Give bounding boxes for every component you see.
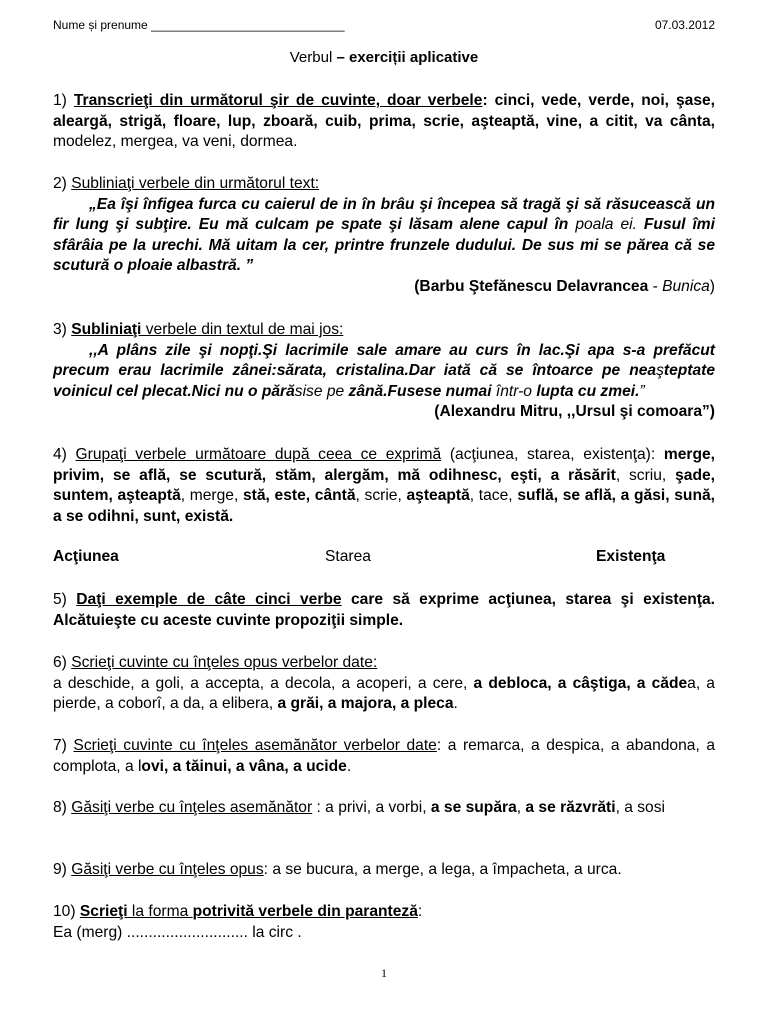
quote-text: Fusul îmi sfârâia pe la urechi. Mă uitam la cer, printre frunzele dudului. De sus mi se părea că se scutură o ploaie albastră. ” xyxy=(53,216,715,275)
word-list-plain: : a se bucura, a merge, a lega, a împacheta, a urca. xyxy=(263,861,622,878)
column-action: Acţiunea xyxy=(53,548,119,565)
exercise-10 xyxy=(53,902,715,943)
exercise-instruction: Subliniaţi xyxy=(71,321,142,338)
source-separator: - xyxy=(648,277,663,295)
exercise-instruction: Subliniaţi verbele din următorul text: xyxy=(71,175,320,192)
quote-text: zână.Fusese numai xyxy=(348,382,496,400)
quote-text: lupta cu zmei. xyxy=(536,382,640,400)
verb-segment: stă, este, cântă xyxy=(243,487,356,505)
exercise-number: 2) xyxy=(53,175,67,192)
comma: , xyxy=(516,799,526,816)
title-subtitle: – exerciții aplicative xyxy=(336,49,479,66)
exercise-instruction: Scrieţi xyxy=(79,903,128,920)
fill-in-line: Ea (merg) ............................ la circ . xyxy=(53,923,302,941)
verb-segment: şade, suntem, aşteaptă xyxy=(53,466,715,505)
exercise-instruction: Găsiţi verbe cu înţeles opus xyxy=(71,861,264,878)
exercise-number: 10) xyxy=(53,903,76,920)
exercise-number: 6) xyxy=(53,654,67,671)
word-list-bold: a debloca, a câştiga, a căde xyxy=(473,674,688,692)
period: . xyxy=(346,757,352,775)
column-state: Starea xyxy=(325,548,371,565)
word-list-plain: , a sosi xyxy=(615,799,665,816)
page-number: 1 xyxy=(381,966,387,980)
verb-segment: , scriu, xyxy=(615,466,676,484)
quote-text: „Ea îşi înfigea furca cu caierul de in în brâu şi începea să tragă şi să răsucească un fir lung şi subţire. Eu mă culcam pe spate şi lăsam alene capul în xyxy=(53,195,715,234)
word-list-bold: ovi, a tăinui, a vâna, a ucide xyxy=(141,757,347,775)
exercise-instruction: Scrieţi cuvinte cu înţeles opus verbelor date: xyxy=(71,654,378,671)
column-existence: Existenţa xyxy=(596,548,666,565)
verb-segment: suflă, se află, a găsi, sună, a se odihni, sunt, există. xyxy=(53,487,715,525)
period: . xyxy=(453,695,458,713)
source-close: ) xyxy=(709,277,715,295)
exercise-9 xyxy=(53,860,715,881)
verb-segment: aşteaptă xyxy=(406,487,470,505)
exercise-4 xyxy=(53,445,715,527)
exercise-instruction: la forma xyxy=(127,903,193,920)
exercise-6 xyxy=(53,653,715,715)
exercise-number: 5) xyxy=(53,591,67,608)
quote-paragraph xyxy=(53,341,715,403)
word-list-bold: a grăi, a majora, a pleca xyxy=(277,695,454,713)
exercise-instruction: Transcrieţi din următorul şir de cuvinte, doar verbele xyxy=(73,92,483,109)
word-list-plain: a, a pierde, a coborî, a da, a elibera, xyxy=(53,674,715,713)
word-list-plain: : a remarca, a despica, a abandona, a complota, a l xyxy=(53,737,715,775)
quote-text: ,,A plâns zile şi nopţi.Şi lacrimile sale amare au curs în lac.Şi apa s-a prefăcut precum erau lacrimile zânei:sărata, cristalina.Dar iată că se întoarce pe nea xyxy=(53,341,715,380)
quote-text: teptate voinicul cel plecat.Nici nu o pără xyxy=(53,362,715,400)
exercise-number: 7) xyxy=(53,737,67,754)
categories-list: (acţiunea, starea, existenţa): xyxy=(441,446,656,463)
name-field-label xyxy=(53,18,345,32)
word-list-bold: a se supăra xyxy=(430,799,517,816)
quote-text: ş xyxy=(656,362,664,380)
title-verb: Verbul xyxy=(289,49,333,66)
source-author: (Barbu Ştefănescu Delavrancea xyxy=(414,277,649,295)
exercise-instruction: Grupaţi verbele următoare după ceea ce exprimă xyxy=(75,446,442,463)
exercise-8 xyxy=(53,798,715,819)
verb-segment: merge, privim, se află, se scutură, stăm, alergăm, mă odihnesc, eşti, a răsărit xyxy=(53,446,715,484)
exercise-1 xyxy=(53,91,715,153)
verb-segment: , tace, xyxy=(469,487,518,505)
quote-paragraph xyxy=(53,195,715,277)
word-list-plain: modelez, mergea, va veni, dormea. xyxy=(53,133,298,151)
exercise-number: 3) xyxy=(53,321,67,338)
exercise-instruction: Scrieţi cuvinte cu înţeles asemănător verbelor date xyxy=(73,737,437,754)
word-list-plain: a deschide, a goli, a accepta, a decola, a acoperi, a cere, xyxy=(53,674,474,692)
name-blank-line: _____________________________ xyxy=(151,18,345,32)
source-work: Bunica xyxy=(662,277,710,295)
colon: : xyxy=(417,903,423,920)
date: 07.03.2012 xyxy=(654,18,715,32)
verb-segment: , scrie, xyxy=(355,487,407,505)
exercise-instruction: Găsiţi verbe cu înţeles asemănător xyxy=(71,799,313,816)
exercise-7 xyxy=(53,736,715,777)
verb-segment: , merge, xyxy=(180,487,243,505)
word-list-plain: : a privi, a vorbi, xyxy=(312,799,431,816)
page-title xyxy=(53,49,715,66)
exercise-number: 9) xyxy=(53,861,67,878)
colon: : xyxy=(482,92,488,109)
exercise-number: 1) xyxy=(53,92,67,109)
word-list-bold: a se răzvrăti xyxy=(525,799,616,816)
exercise-instruction: potrivită verbele din paranteză xyxy=(192,903,418,920)
quote-source xyxy=(53,277,715,298)
exercise-5 xyxy=(53,590,715,631)
exercise-3 xyxy=(53,320,715,423)
word-list-bold: cinci, vede, verde, noi, şase, aleargă, strigă, floare, lup, zboară, cuib, prima, scrie, aşteaptă, vine, a citit, va cânta, xyxy=(53,92,716,130)
quote-text: sise pe xyxy=(294,382,349,400)
exercise-2 xyxy=(53,174,715,298)
name-label: Nume și prenume xyxy=(53,18,148,32)
quote-text: într-o xyxy=(495,382,537,400)
quote-text: ” xyxy=(639,382,645,400)
exercise-instruction-rest: care să exprime acţiunea, starea şi existenţa. Alcătuieşte cu aceste cuvinte propoziţii simple. xyxy=(53,591,716,629)
exercise-number: 4) xyxy=(53,446,67,463)
exercise-instruction: Daţi exemple de câte cinci verbe xyxy=(76,591,342,608)
exercise-number: 8) xyxy=(53,799,67,816)
quote-text: poala ei. xyxy=(568,216,637,234)
exercise-instruction: verbele din textul de mai jos: xyxy=(141,321,344,338)
quote-source: (Alexandru Mitru, ,,Ursul şi comoara”) xyxy=(434,403,715,421)
